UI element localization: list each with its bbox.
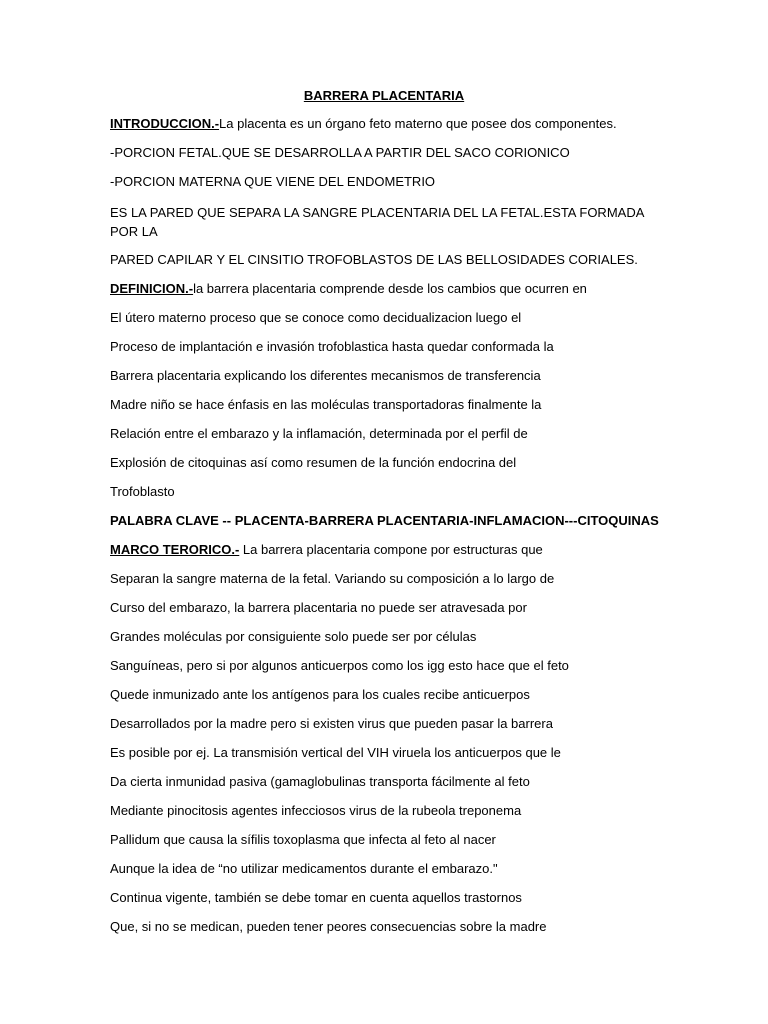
- text-line: Pallidum que causa la sífilis toxoplasma que infecta al feto al nacer: [110, 832, 496, 847]
- text-line: Grandes moléculas por consiguiente solo puede ser por células: [110, 629, 477, 644]
- intro-text: La placenta es un órgano feto materno que posee dos componentes.: [219, 116, 617, 131]
- document-title: BARRERA PLACENTARIA: [303, 88, 465, 103]
- intro-paragraph: [110, 116, 670, 145]
- text-line: Trofoblasto: [110, 484, 175, 499]
- text-line: El útero materno proceso que se conoce como decidualizacion luego el: [110, 310, 522, 325]
- marco-text: La barrera placentaria compone por estructuras que: [239, 542, 543, 557]
- text-line: -PORCION FETAL.QUE SE DESARROLLA A PARTIR DEL SACO CORIONICO: [110, 145, 570, 160]
- text-line: -PORCION MATERNA QUE VIENE DEL ENDOMETRIO: [110, 174, 436, 189]
- text-line: Mediante pinocitosis agentes infecciosos virus de la rubeola treponema: [110, 803, 522, 818]
- definicion-heading: DEFINICION.-: [110, 281, 194, 296]
- text-line: Da cierta inmunidad pasiva (gamaglobulinas transporta fácilmente al feto: [110, 774, 530, 789]
- definicion-text: la barrera placentaria comprende desde los cambios que ocurren en: [193, 281, 587, 296]
- keywords-line: PALABRA CLAVE -- PLACENTA-BARRERA PLACENTARIA-INFLAMACION---CITOQUINAS: [110, 513, 659, 528]
- text-line: Desarrollados por la madre pero si existen virus que pueden pasar la barrera: [110, 716, 553, 731]
- text-line: ES LA PARED QUE SEPARA LA SANGRE PLACENTARIA DEL LA FETAL.ESTA FORMADA POR LA: [110, 205, 644, 239]
- text-line: Sanguíneas, pero si por algunos anticuerpos como los igg esto hace que el feto: [110, 658, 569, 673]
- text-line: Barrera placentaria explicando los diferentes mecanismos de transferencia: [110, 368, 541, 383]
- document-body: [110, 116, 670, 948]
- text-line: Proceso de implantación e invasión trofoblastica hasta quedar conformada la: [110, 339, 554, 354]
- marco-heading: MARCO TERORICO.-: [110, 542, 240, 557]
- text-line: Curso del embarazo, la barrera placentaria no puede ser atravesada por: [110, 600, 527, 615]
- intro-heading: INTRODUCCION.-: [110, 116, 220, 131]
- text-line: Aunque la idea de “no utilizar medicamentos durante el embarazo.": [110, 861, 498, 876]
- definicion-paragraph: [110, 281, 670, 310]
- text-line: Separan la sangre materna de la fetal. Variando su composición a lo largo de: [110, 571, 555, 586]
- text-line: PARED CAPILAR Y EL CINSITIO TROFOBLASTOS DE LAS BELLOSIDADES CORIALES.: [110, 252, 638, 267]
- text-line: Relación entre el embarazo y la inflamación, determinada por el perfil de: [110, 426, 528, 441]
- text-line: Que, si no se medican, pueden tener peores consecuencias sobre la madre: [110, 919, 547, 934]
- text-line: Quede inmunizado ante los antígenos para los cuales recibe anticuerpos: [110, 687, 530, 702]
- text-line: Es posible por ej. La transmisión vertical del VIH viruela los anticuerpos que le: [110, 745, 561, 760]
- text-line: Madre niño se hace énfasis en las moléculas transportadoras finalmente la: [110, 397, 542, 412]
- text-line: Explosión de citoquinas así como resumen de la función endocrina del: [110, 455, 517, 470]
- text-line: Continua vigente, también se debe tomar en cuenta aquellos trastornos: [110, 890, 522, 905]
- marco-paragraph: [110, 542, 670, 571]
